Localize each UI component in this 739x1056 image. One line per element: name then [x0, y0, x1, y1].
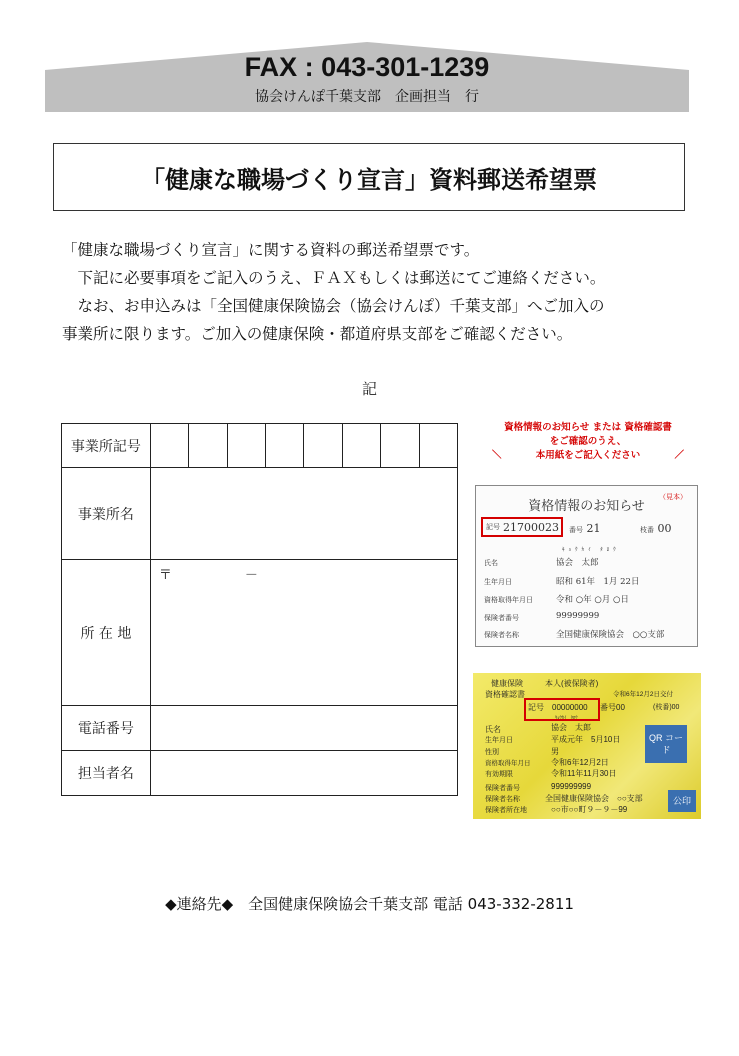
office-code-digit-8[interactable]: [419, 424, 457, 468]
card2-row-value: 全国健康保険協会 ○○支部: [545, 794, 643, 803]
page-title: 「健康な職場づくり宣言」資料郵送希望票: [53, 143, 685, 211]
card1-row-label: 氏名: [484, 559, 498, 567]
ki-label: 記: [362, 380, 378, 398]
card1-kigou-label: 記号: [486, 523, 500, 531]
office-code-digit-3[interactable]: [227, 424, 265, 468]
seal-placeholder: 公印: [668, 790, 696, 812]
card2-row-value: 令和6年12月2日: [551, 758, 609, 767]
address-label: 所 在 地: [62, 560, 151, 706]
card2-row-label: 保険者番号: [485, 785, 520, 792]
card2-row-value: ○○市○○町９－９－99: [551, 805, 628, 814]
note-line: 本用紙をご記入ください: [535, 450, 641, 461]
sample-card-qualification-certificate: [473, 673, 701, 819]
card2-doc: 資格確認書: [485, 690, 525, 699]
card1-kana: ｷｮｳｶｲ ﾀﾛｳ: [562, 547, 620, 553]
intro-line: 「健康な職場づくり宣言」に関する資料の郵送希望票です。: [62, 241, 480, 259]
card1-row-label: 生年月日: [484, 578, 512, 586]
fax-number: FAX : 043-301-1239: [244, 52, 490, 82]
intro-text: [62, 236, 702, 348]
card1-eda-value: 00: [657, 522, 672, 535]
office-code-digit-7[interactable]: [381, 424, 419, 468]
card2-row-value: 令和11年11月30日: [551, 769, 617, 778]
card2-row-label: 資格取得年月日: [485, 760, 531, 767]
office-name-label: 事業所名: [62, 468, 151, 560]
phone-label: 電話番号: [62, 706, 151, 751]
card2-row-label: 氏名: [485, 725, 501, 734]
card2-bango: 番号00: [600, 703, 625, 712]
note-line: 資格情報のお知らせ または 資格確認書: [504, 422, 672, 433]
card1-row-label: 保険者番号: [484, 614, 519, 622]
note-line: をご確認のうえ、: [549, 436, 627, 447]
card2-row-value: 協会 太郎: [551, 723, 591, 732]
card1-eda-label: 枝番: [640, 526, 654, 534]
card2-eda: (枝番)00: [653, 704, 680, 711]
note-slash-right: ／: [674, 450, 684, 461]
card2-holder: 本人(被保険者): [545, 679, 599, 688]
card1-row-value: 全国健康保険協会 ○○支部: [556, 630, 665, 640]
card1-row-value: 協会 太郎: [556, 558, 599, 568]
card2-row-label: 生年月日: [485, 737, 513, 744]
intro-line: なお、お申込みは「全国健康保険協会（協会けんぽ）千葉支部」へご加入の: [62, 297, 605, 315]
card2-row-value: 999999999: [551, 782, 592, 791]
card2-row-label: 保険者名称: [485, 796, 520, 803]
card1-row-value: 昭和 61年 1月 22日: [556, 577, 640, 587]
postal-dash: －: [244, 568, 258, 583]
card2-row-label: 保険者所在地: [485, 807, 527, 814]
office-code-digit-6[interactable]: [342, 424, 380, 468]
card1-row-label: 資格取得年月日: [484, 596, 533, 604]
card1-bango: [569, 522, 601, 535]
address-field[interactable]: [150, 560, 457, 706]
phone-field[interactable]: [150, 706, 457, 751]
fax-header-banner: [45, 42, 689, 112]
sample-card-qualification-notice: [475, 485, 698, 647]
intro-line: 下記に必要事項をご記入のうえ、ＦＡＸもしくは郵送にてご連絡ください。: [62, 269, 606, 287]
office-code-digit-1[interactable]: [150, 424, 188, 468]
card1-title: 資格情報のお知らせ: [528, 499, 645, 514]
qr-code-placeholder: QR コード: [645, 725, 687, 763]
card1-row-value: 令和 ○年 ○月 ○日: [556, 595, 629, 605]
card2-row-value: 男: [551, 747, 559, 756]
request-form-table: [61, 423, 458, 796]
card1-bango-label: 番号: [569, 526, 583, 534]
card1-eda: [640, 522, 672, 535]
person-field[interactable]: [150, 751, 457, 796]
intro-line: 事業所に限ります。ご加入の健康保険・都道府県支部をご確認ください。: [62, 325, 573, 343]
card1-kigou-value: 21700023: [503, 520, 559, 534]
note-slash-left: ＼: [492, 450, 502, 461]
note-line-3: [472, 449, 704, 463]
card2-kana: ｷｮｳｶｲ ﾀﾛｳ: [555, 715, 578, 720]
office-code-digit-2[interactable]: [189, 424, 227, 468]
card2-row-value: 平成元年 5月10日: [551, 735, 621, 744]
card2-row-label: 有効期限: [485, 771, 513, 778]
card2-kigou: 記号 00000000: [528, 703, 588, 712]
office-code-digit-5[interactable]: [304, 424, 342, 468]
card1-bango-value: 21: [586, 522, 601, 535]
contact-info: ◆連絡先◆ 全国健康保険協会千葉支部 電話 043-332-2811: [165, 895, 574, 913]
card1-sample-mark: （見本）: [659, 493, 687, 501]
person-label: 担当者名: [62, 751, 151, 796]
office-name-field[interactable]: [150, 468, 457, 560]
postal-mark: 〒: [158, 568, 172, 583]
office-code-digit-4[interactable]: [265, 424, 303, 468]
fax-destination: 協会けんぽ千葉支部 企画担当 行: [255, 89, 479, 105]
card1-row-label: 保険者名称: [484, 631, 519, 639]
card1-row-value: 99999999: [556, 611, 600, 621]
card1-kigou-highlight: [481, 517, 563, 537]
card2-row-label: 性別: [485, 749, 499, 756]
office-code-label: 事業所記号: [62, 424, 151, 468]
sample-note: [472, 421, 704, 463]
card2-issued: 令和6年12月2日交付: [613, 691, 673, 698]
card2-type: 健康保険: [491, 679, 523, 688]
